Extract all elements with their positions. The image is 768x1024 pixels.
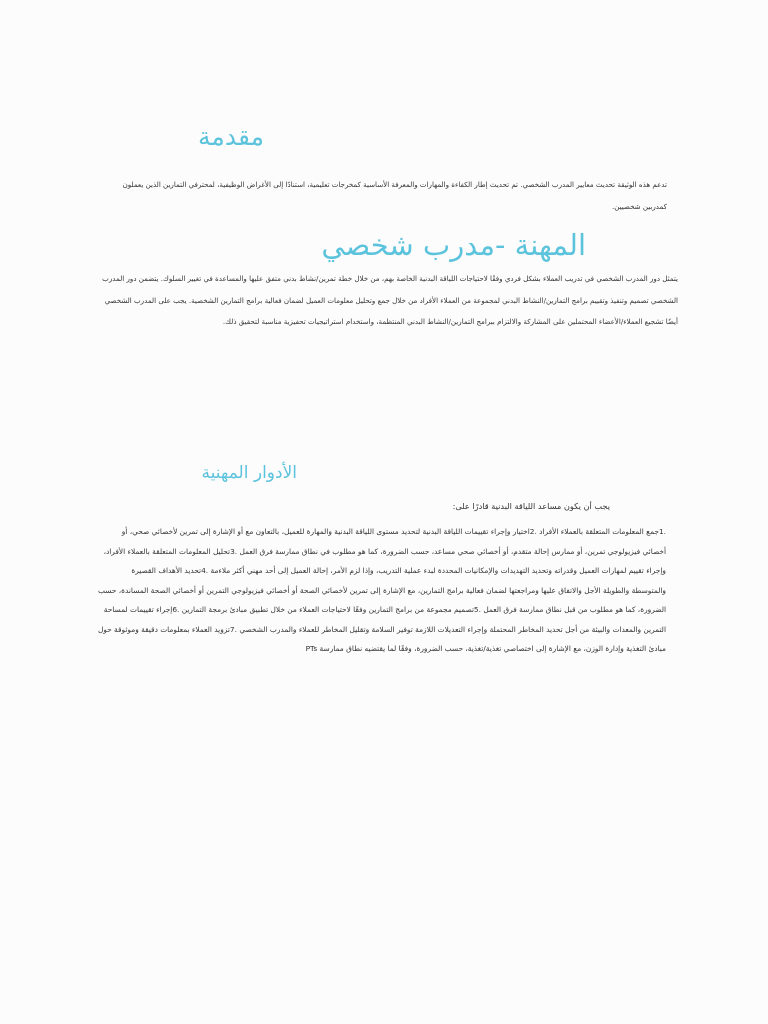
intro-heading: مقدمة xyxy=(198,122,264,151)
profession-paragraph: يتمثل دور المدرب الشخصي في تدريب العملاء بشكل فردي وفقًا لاحتياجات اللياقة البدنية الخاصة بهم، من خلال خطة تمرين/نشاط بدني متفق عليها والمساعدة في تغيير السلوك. يتضمن دور المدرب الشخصي تصميم وتنفيذ وتقييم برامج التمارين/النشاط البدني لمجموعة من العملاء الأفراد من خلال جمع وتحليل معلومات العميل لضمان فعالية برامج التمارين الشخصية. يجب على المدرب الشخصي أيضًا تشجيع العملاء/الأعضاء المحتملين على المشاركة والالتزام ببرامج التمارين/النشاط البدني المنتظمة، واستخدام استراتيجيات تحفيزية مناسبة لتحقيق ذلك. xyxy=(102,274,678,326)
roles-paragraph: .1جمع المعلومات المتعلقة بالعملاء الأفراد .2اختيار وإجراء تقييمات اللياقة البدنية لتحديد مستوى اللياقة البدنية والمهارة للعميل، بالتعاون مع أو الإشارة إلى تمرين لأخصائي صحي، أو أخصائي فيزيولوجي تمرين، أو ممارس إحالة متقدم، أو أخصائي صحي مساعد، حسب الضرورة، كما هو مطلوب في نطاق ممارسة فرق العمل .3تحليل المعلومات المتعلقة بالعملاء الأفراد، وإجراء تقييم لمهارات العميل وقدراته وتحديد التهديدات والإمكانيات المحددة لبدء عملية التدريب، وإذا لزم الأمر، إحالة العميل إلى أحد مهني أكثر ملاءمة .4تحديد الأهداف القصيرة والمتوسطة والطويلة الأجل والاتفاق عليها ومراجعتها لضمان فعالية برامج التمارين، مع الإشارة إلى تمرين لأخصائي الصحة أو أخصائي فيزيولوجي التمرين أو أخصائي الصحة المساندة، حسب الضرورة، كما هو مطلوب من قبل نطاق ممارسة فرق العمل .5تصميم مجموعة من برامج التمارين وفقًا لاحتياجات العملاء من خلال تطبيق مبادئ برمجة التمارين .6إجراء تقييمات لمساحة التمرين والمعدات والبيئة من أجل تحديد المخاطر المحتملة وإجراء التعديلات اللازمة توفير السلامة وتقليل المخاطر للعملاء والمدرب الشخصي .7تزويد العملاء بمعلومات دقيقة وموثوقة حول مبادئ التغذية وإدارة الوزن، مع الإشارة إلى اختصاصي تغذية/تغذية، حسب الضرورة، وفقًا لما يقتضيه نطاق ممارسة PTs xyxy=(97,527,666,653)
profession-heading: المهنة -مدرب شخصي xyxy=(321,228,586,262)
roles-heading: الأدوار المهنية xyxy=(201,463,297,483)
roles-lead-text: يجب أن يكون مساعد اللياقة البدنية قادرًا على: xyxy=(452,501,610,511)
intro-paragraph: تدعم هذه الوثيقة تحديث معايير المدرب الشخصي. تم تحديث إطار الكفاءة والمهارات والمعرفة الأساسية كمخرجات تعليمية، استنادًا إلى الأغراض الوظيفية، لمحترفي التمارين الذين يعملون كمدربين شخصيين. xyxy=(122,180,667,211)
